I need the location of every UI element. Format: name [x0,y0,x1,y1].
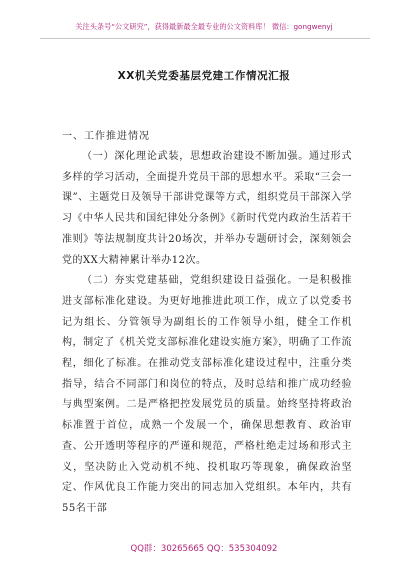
document-title: XX机关党委基层党建工作情况汇报 [117,70,291,82]
header-banner: 关注头条号“公文研究”，获得最新最全最专业的公文资料库！ 微信：gongwenyj [75,22,333,31]
document-body [62,147,352,520]
paragraph-2: （二）夯实党建基础，党组织建设日益强化。一是积极推进支部标准化建设。为更好地推进此项工作，成立了以党委书记为组长、分管领导为副组长的工作领导小组，健全工作机构，制定了《机关党支部标准化建设实施方案》，明确了工作流程，细化了标准。在推动党支部标准化建设过程中，注重分类指导，结合不同部门和岗位的特点，及时总结和推广成功经验与典型案例。二是严格把控发展党员的质量。始终坚持将政治标准置于首位，成熟一个发展一个，确保思想教育、政治审查、公开透明等程序的严谨和规范，严格杜绝走过场和形式主义，坚决防止入党动机不纯、投机取巧等现象，确保政治坚定、作风优良工作能力突出的同志加入党组织。本年内，共有55名干部 [62,275,352,514]
header-divider [40,38,370,39]
section-heading: 一、工作推进情况 [62,131,150,142]
paragraph-1: （一）深化理论武装，思想政治建设不断加强。通过形式多样的学习活动，全面提升党员干部的思想水平。采取“三会一课”、主题党日及领导干部讲党课等方式，组织党员干部深入学习《中华人民共和国纪律处分条例》《新时代党内政治生活若干准则》等法规制度共计20场次，并举办专题研讨会，深刻领会党的XX大精神累计举办12次。 [62,151,352,266]
footer-contact: QQ群：30265665 QQ：535304092 [130,544,278,554]
